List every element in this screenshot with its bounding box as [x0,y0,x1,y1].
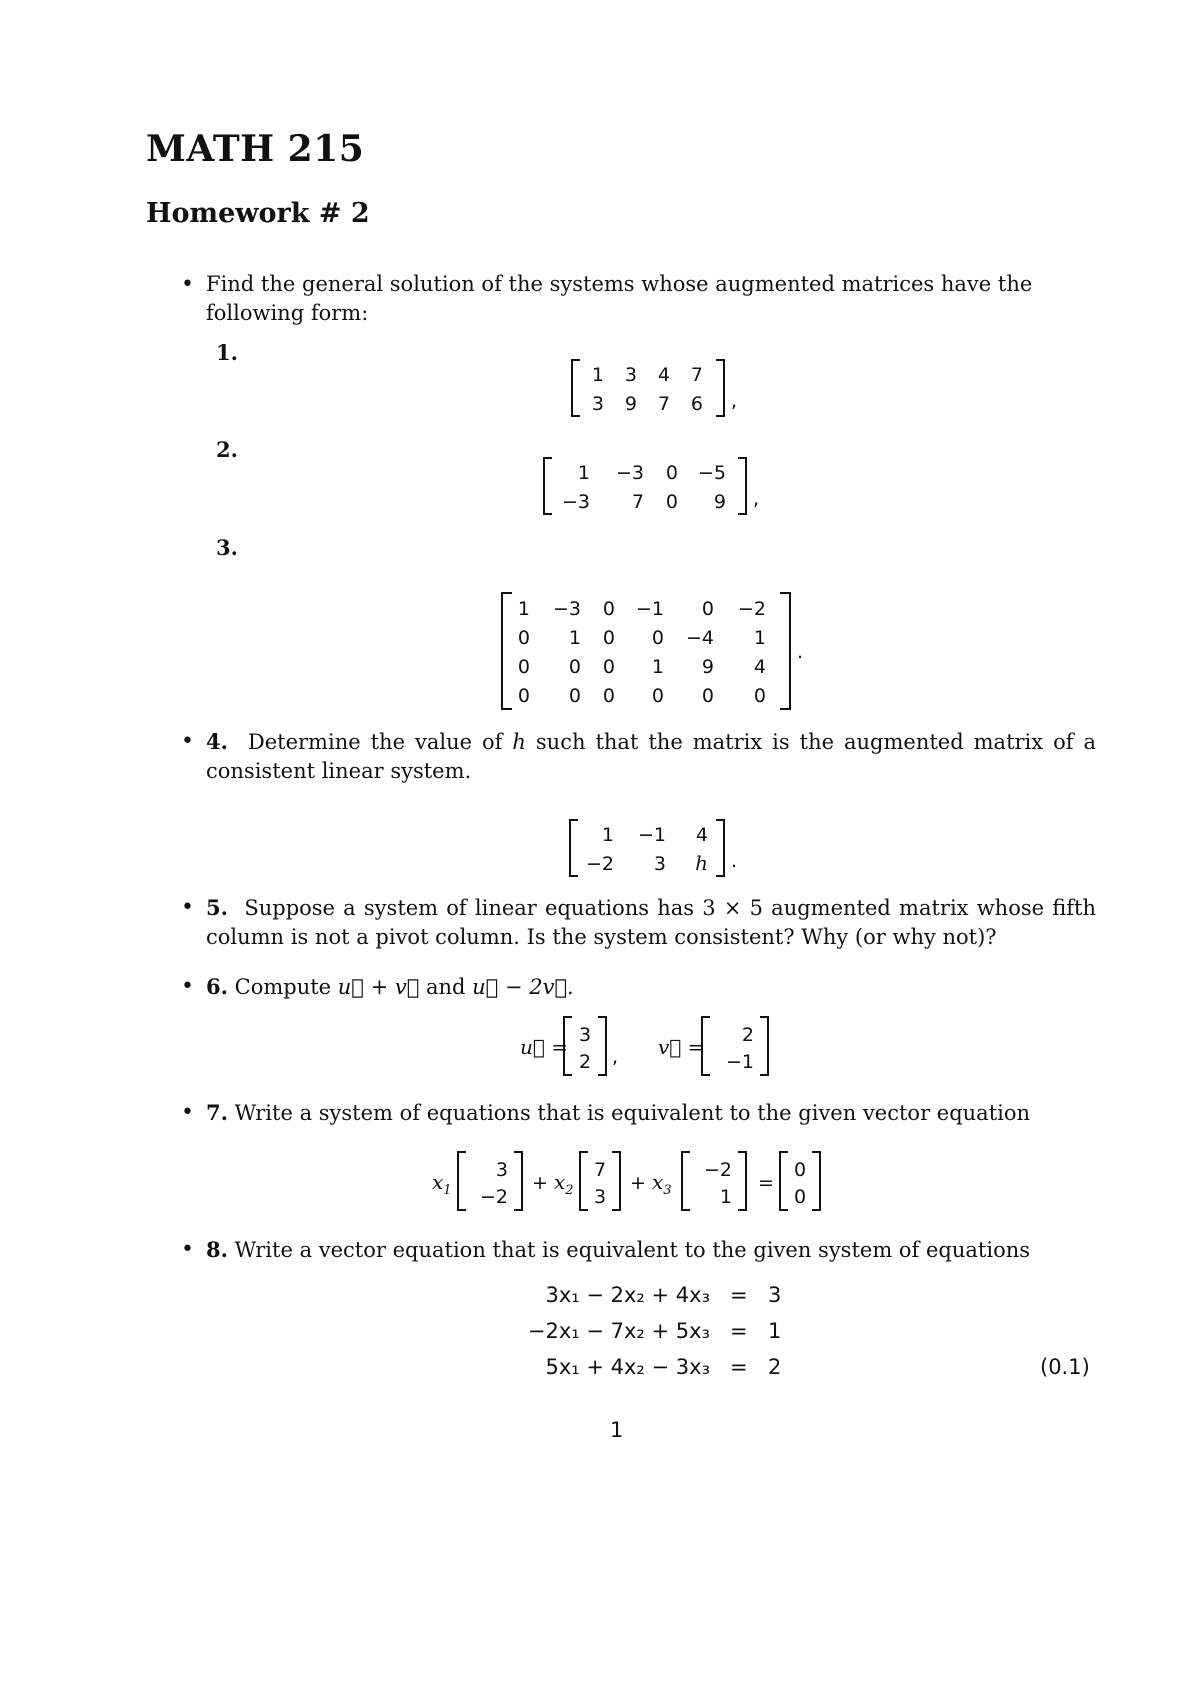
page-number: 1 [610,1418,624,1442]
equation-1-lhs: 3x₁ − 2x₂ + 4x₃ [545,1283,710,1307]
matrix-problem-3-cell: 1 [753,627,766,649]
bullet-icon: • [181,974,194,999]
matrix-problem-3-cell: 0 [753,685,766,707]
problem-6-text [206,972,1096,1002]
vectors-problem-6 [516,1013,796,1079]
problem-1-label: 1. [216,340,238,365]
matrix-problem-4 [566,817,746,879]
equation-1-eq: = [730,1283,748,1307]
vector-equation-problem-7-svg [428,1148,888,1214]
page-title: MATH 215 [146,128,365,170]
right-bracket [514,1152,522,1210]
matrix-problem-4-svg [566,817,746,879]
matrix-problem-1-cell: 1 [591,364,604,386]
matrix-problem-2-cell: 9 [713,491,726,513]
equation-3-rhs: 2 [768,1355,782,1379]
equation-2-rhs: 1 [768,1319,782,1343]
column-1-entry-2: −2 [479,1186,508,1208]
plus-sign: + [532,1172,548,1194]
matrix-problem-2 [540,455,770,517]
vector-v-label: v⃗ = [658,1035,705,1059]
matrix-problem-2-svg [540,455,770,517]
matrix-problem-3-cell: 0 [568,656,581,678]
problem-4-text-b: such that the matrix is the augmented matrix of a consistent linear system. [206,730,1096,783]
matrix-problem-4-cell: −2 [585,853,614,875]
problem-4-variable: h [512,730,526,754]
plus-sign: + [630,1172,646,1194]
problem-7-label: 7. [206,1100,228,1125]
variable-x3: $x_3$ [652,1170,672,1198]
equals-sign: = [758,1172,774,1194]
right-bracket [780,593,790,709]
problem-6-label: 6. [206,974,228,999]
right-bracket [598,1017,606,1075]
matrix-problem-2-cell: 0 [665,491,678,513]
problem-6-text-b: and [419,975,473,999]
matrix-problem-1 [568,357,748,419]
left-bracket [580,1152,588,1210]
column-2-entry-1: 7 [593,1159,607,1181]
matrix-problem-3-cell: 0 [602,656,615,678]
problem-intro-text: Find the general solution of the systems whose augmented matrices have the following form: [206,272,1033,325]
matrix-problem-1-cell: 3 [624,364,637,386]
matrix-problem-3-cell: 1 [651,656,664,678]
matrix-problem-3-cell: 0 [517,656,530,678]
left-bracket [682,1152,690,1210]
vector-u-entry-1: 3 [578,1024,592,1046]
matrix-problem-4-cell: h [695,851,708,875]
bullet-icon: • [181,272,194,297]
problem-8-text [206,1235,1096,1265]
rhs-entry-2: 0 [793,1186,807,1208]
problem-7-text [206,1098,1096,1128]
matrix-problem-1-cell: 7 [690,364,703,386]
matrix-problem-3-cell: 0 [701,685,714,707]
matrix-problem-3-cell: −2 [737,598,766,620]
equation-3-lhs: 5x₁ + 4x₂ − 3x₃ [545,1355,710,1379]
equation-tag: (0.1) [1040,1355,1090,1379]
bullet-icon: • [181,1100,194,1125]
matrix-problem-2-cell: 1 [577,462,590,484]
matrix-problem-2-cell: −3 [615,462,644,484]
matrix-problem-3-cell: 0 [701,598,714,620]
vector-u-entry-2: 2 [578,1051,592,1073]
right-bracket [738,458,746,514]
matrix-problem-4-cell: 1 [601,824,614,846]
vector-v-entry-1: 2 [741,1024,754,1046]
problem-6-text-a: Compute [234,975,338,999]
right-bracket [760,1017,768,1075]
matrix-problem-3-cell: 1 [568,627,581,649]
column-3-entry-2: 1 [719,1186,732,1208]
matrix-problem-3-cell: 0 [602,598,615,620]
problem-5-label: 5. [206,895,228,920]
homework-heading: Homework # 2 [146,198,370,229]
column-2-entry-2: 3 [593,1186,607,1208]
matrix-problem-3-cell: −3 [552,598,581,620]
problem-4-text [206,727,1096,786]
equation-1-rhs: 3 [768,1283,782,1307]
vector-separator: , [612,1046,619,1068]
problem-2-label: 2. [216,437,238,462]
problem-5-text [206,893,1096,952]
matrix-problem-3-cell: 0 [517,685,530,707]
matrix-problem-3-cell: −1 [635,598,664,620]
matrix-problem-1-cell: 6 [690,393,703,415]
matrix-problem-1-cell: 3 [591,393,604,415]
vectors-problem-6-svg [516,1013,796,1079]
matrix-problem-2-cell: 0 [665,462,678,484]
matrix-problem-1-cell: 9 [624,393,637,415]
equation-2-lhs: −2x₁ − 7x₂ + 5x₃ [527,1319,710,1343]
problem-4-label: 4. [206,729,228,754]
matrix-punct: . [731,850,738,872]
equation-2-eq: = [730,1319,748,1343]
rhs-entry-1: 0 [793,1159,807,1181]
matrix-problem-3-cell: 0 [651,627,664,649]
bullet-icon: • [181,1237,194,1262]
right-bracket [812,1152,820,1210]
variable-x2: $x_2$ [554,1170,574,1198]
problem-5-body: Suppose a system of linear equations has 3 × 5 augmented matrix whose fifth column is not a pivot column. Is the system consistent? Why (or why not)? [206,896,1096,949]
right-bracket [716,820,724,876]
equation-3-eq: = [730,1355,748,1379]
matrix-problem-3-cell: 4 [753,656,766,678]
matrix-problem-4-cell: 3 [653,853,666,875]
matrix-problem-3-cell: 0 [517,627,530,649]
vector-u-label: u⃗ = [520,1035,568,1059]
matrix-problem-3-cell: 1 [517,598,530,620]
matrix-problem-1-cell: 4 [657,364,670,386]
matrix-problem-3-cell: −4 [685,627,714,649]
left-bracket [502,593,512,709]
variable-x1: $x_1$ [432,1170,452,1198]
problem-6-expr-1: u⃗ + v⃗ [337,975,420,999]
matrix-problem-3-cell: 0 [568,685,581,707]
problem-8-body: Write a vector equation that is equivalent to the given system of equations [234,1238,1031,1262]
problem-4-text-a: Determine the value of [247,730,513,754]
vector-equation-problem-7 [428,1148,888,1214]
matrix-problem-4-cell: −1 [637,824,666,846]
matrix-problem-1-cell: 7 [657,393,670,415]
left-bracket [544,458,552,514]
problem-6-expr-2: u⃗ − 2v⃗. [472,975,574,999]
left-bracket [570,820,578,876]
column-1-entry-1: 3 [495,1159,508,1181]
bullet-icon: • [181,729,194,754]
matrix-problem-3-svg [498,590,818,712]
matrix-problem-4-cell: 4 [695,824,708,846]
left-bracket [458,1152,466,1210]
right-bracket [738,1152,746,1210]
left-bracket [780,1152,788,1210]
matrix-problem-3 [498,590,818,712]
matrix-problem-2-cell: −5 [697,462,726,484]
matrix-problem-3-cell: 0 [651,685,664,707]
matrix-punct: . [797,641,804,663]
matrix-problem-3-cell: 9 [701,656,714,678]
matrix-problem-2-cell: 7 [631,491,644,513]
matrix-problem-2-cell: −3 [561,491,590,513]
matrix-punct: , [731,390,738,412]
bullet-icon: • [181,895,194,920]
matrix-problem-3-cell: 0 [602,685,615,707]
vector-v-entry-2: −1 [725,1051,754,1073]
problem-8-label: 8. [206,1237,228,1262]
problem-7-body: Write a system of equations that is equivalent to the given vector equation [234,1101,1031,1125]
right-bracket [716,360,724,416]
matrix-problem-1-svg [568,357,748,419]
matrix-punct: , [753,488,760,510]
column-3-entry-1: −2 [703,1159,732,1181]
problem-3-label: 3. [216,535,238,560]
left-bracket [572,360,580,416]
matrix-problem-3-cell: 0 [602,627,615,649]
right-bracket [612,1152,620,1210]
